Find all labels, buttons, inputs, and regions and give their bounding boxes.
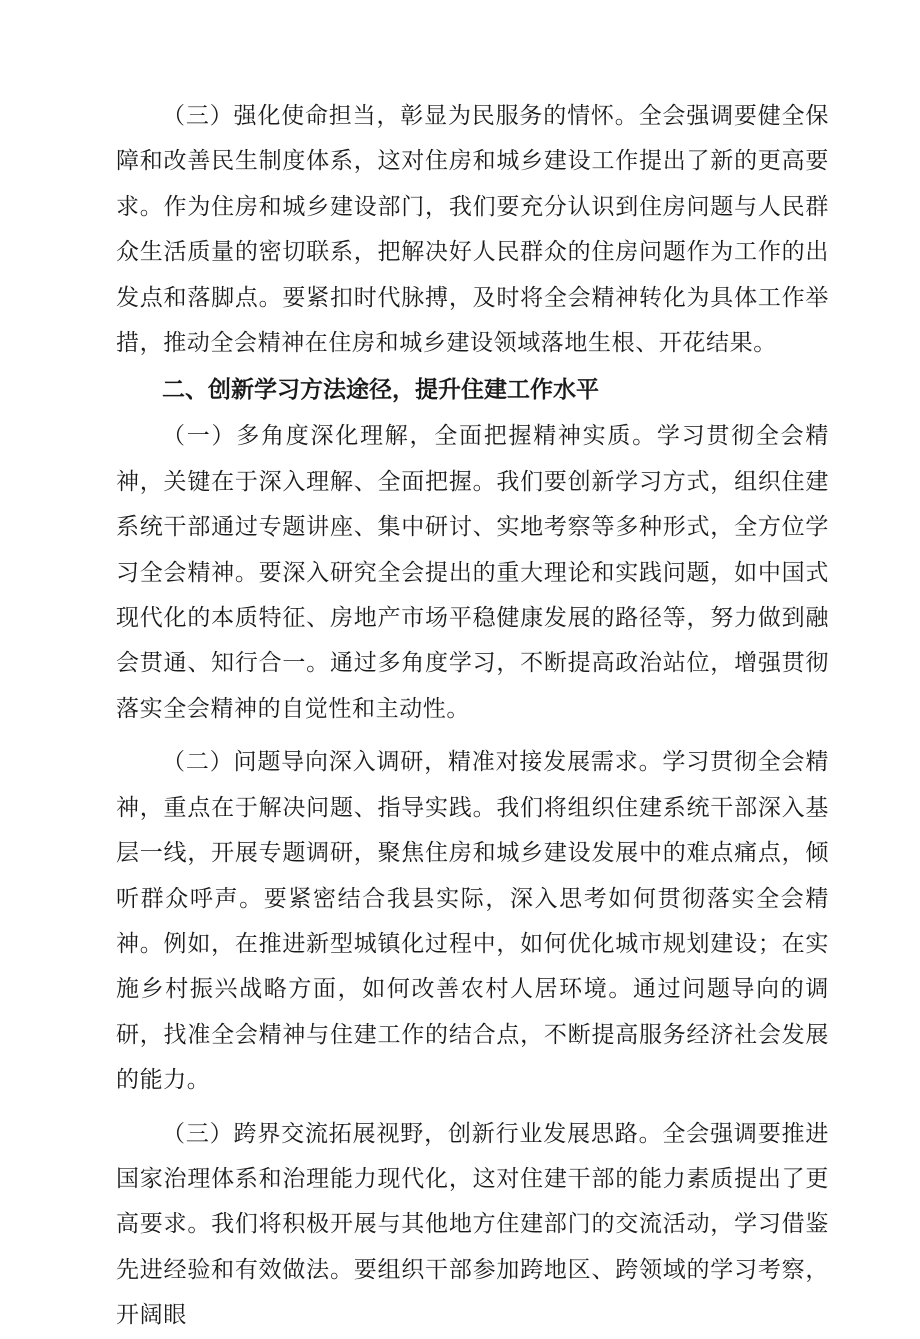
paragraph-cross-boundary-exchange: （三）跨界交流拓展视野，创新行业发展思路。全会强调要推进国家治理体系和治理能力现代化，这对住建干部的能力素质提出了更高要求。我们将积极开展与其他地方住建部门的交流活动，学习借鉴先进经验和有效做法。要组织干部参加跨地区、跨领域的学习考察，开阔眼 bbox=[116, 1120, 829, 1329]
document-page bbox=[116, 94, 829, 1339]
paragraph-empowerment-mission: （三）强化使命担当，彰显为民服务的情怀。全会强调要健全保障和改善民生制度体系，这对住房和城乡建设工作提出了新的更高要求。作为住房和城乡建设部门，我们要充分认识到住房问题与人民群众生活质量的密切联系，把解决好人民群众的住房问题作为工作的出发点和落脚点。要紧扣时代脉搏，及时将全会精神转化为具体工作举措，推动全会精神在住房和城乡建设领域落地生根、开花结果。 bbox=[116, 103, 829, 357]
paragraph-problem-oriented-research: （二）问题导向深入调研，精准对接发展需求。学习贯彻全会精神，重点在于解决问题、指导实践。我们将组织住建系统干部深入基层一线，开展专题调研，聚焦住房和城乡建设发展中的难点痛点，倾听群众呼声。要紧密结合我县实际，深入思考如何贯彻落实全会精神。例如，在推进新型城镇化过程中，如何优化城市规划建设；在实施乡村振兴战略方面，如何改善农村人居环境。通过问题导向的调研，找准全会精神与住建工作的结合点，不断提高服务经济社会发展的能力。 bbox=[116, 749, 829, 1094]
section-heading: 二、创新学习方法途径，提升住建工作水平 bbox=[162, 377, 599, 404]
paragraph-multi-angle-understanding: （一）多角度深化理解，全面把握精神实质。学习贯彻全会精神，关键在于深入理解、全面把握。我们要创新学习方式，组织住建系统干部通过专题讲座、集中研讨、实地考察等多种形式，全方位学习全会精神。要深入研究全会提出的重大理论和实践问题，如中国式现代化的本质特征、房地产市场平稳健康发展的路径等，努力做到融会贯通、知行合一。通过多角度学习，不断提高政治站位，增强贯彻落实全会精神的自觉性和主动性。 bbox=[116, 423, 829, 722]
